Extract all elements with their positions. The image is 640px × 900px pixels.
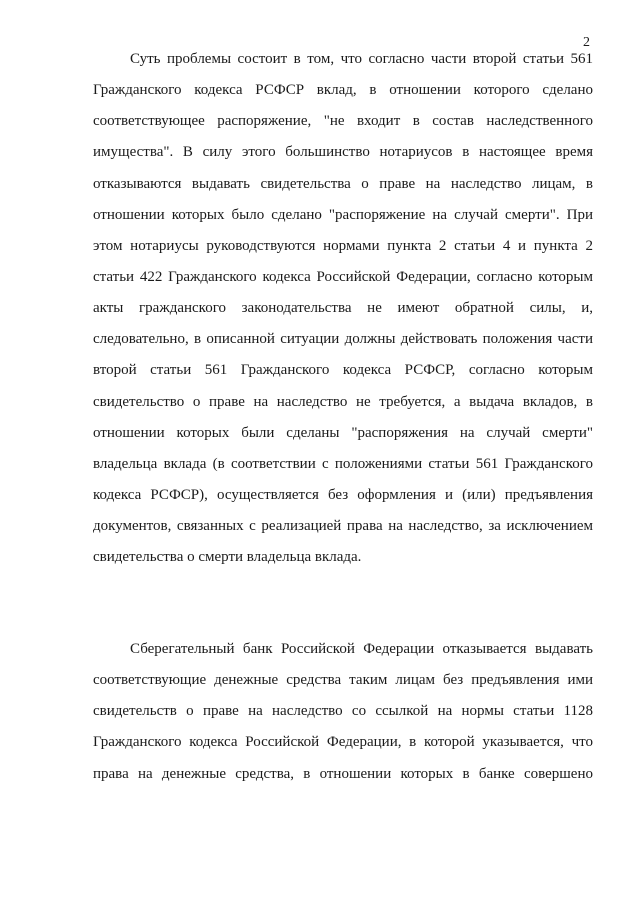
paragraph-2 [93, 640, 593, 796]
text-line: акты гражданского законодательства не имеют обратной силы, и, [93, 300, 593, 317]
text-line: отказываются выдавать свидетельства о праве на наследство лицам, в [93, 175, 593, 192]
text-line: соответствующее распоряжение, "не входит в состав наследственного [93, 113, 593, 130]
text-line: свидетельство о праве на наследство не требуется, а выдача вкладов, в [93, 393, 593, 410]
text-line: второй статьи 561 Гражданского кодекса РСФСР, согласно которым [93, 362, 593, 379]
text-line: Сберегательный банк Российской Федерации отказывается выдавать [130, 641, 593, 657]
text-line: Суть проблемы состоит в том, что согласно части второй статьи 561 [130, 51, 593, 67]
text-line: документов, связанных с реализацией права на наследство, за исключением [93, 518, 593, 535]
text-line: следовательно, в описанной ситуации должны действовать положения части [93, 331, 593, 348]
text-line: отношении которых были сделаны "распоряжения на случай смерти" [93, 424, 593, 441]
text-line: свидетельств о праве на наследство со ссылкой на нормы статьи 1128 [93, 703, 593, 720]
text-line: соответствующие денежные средства таким лицам без предъявления ими [93, 672, 593, 689]
text-line: кодекса РСФСР), осуществляется без оформления и (или) предъявления [93, 486, 593, 503]
text-line: отношении которых было сделано "распоряжение на случай смерти". При [93, 206, 593, 223]
text-line: права на денежные средства, в отношении которых в банке совершено [93, 765, 593, 782]
text-line: владельца вклада (в соответствии с положениями статьи 561 Гражданского [93, 455, 593, 472]
paragraph-1 [93, 50, 593, 579]
page-number: 2 [583, 35, 590, 50]
text-line: статьи 422 Гражданского кодекса Российской Федерации, согласно которым [93, 268, 593, 285]
text-line: свидетельства о смерти владельца вклада. [93, 549, 362, 566]
text-line: Гражданского кодекса Российской Федерации, в которой указывается, что [93, 734, 593, 751]
text-line: Гражданского кодекса РСФСР вклад, в отношении которого сделано [93, 82, 593, 99]
text-line: этом нотариусы руководствуются нормами пункта 2 статьи 4 и пункта 2 [93, 237, 593, 254]
text-line: имущества". В силу этого большинство нотариусов в настоящее время [93, 144, 593, 161]
